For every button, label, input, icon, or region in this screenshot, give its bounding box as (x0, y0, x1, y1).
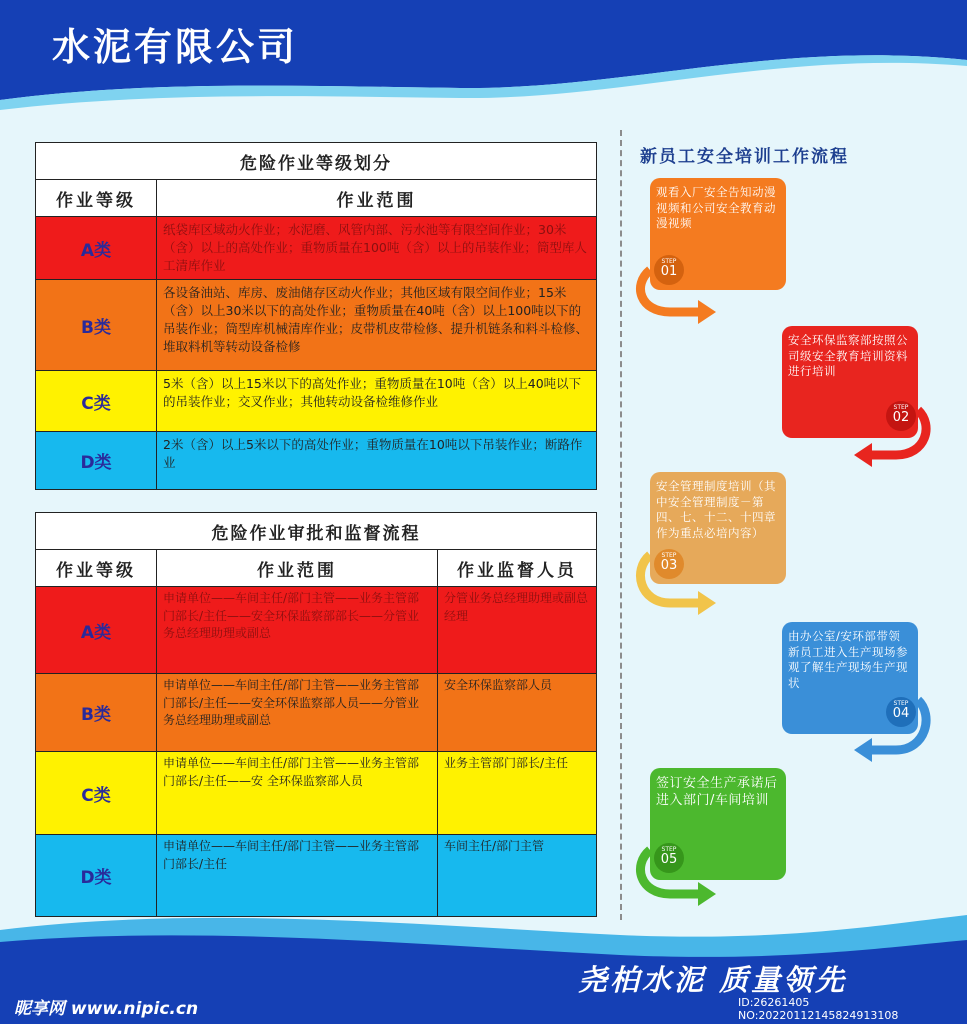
step-badge-5 (654, 843, 684, 873)
table-row (36, 587, 597, 674)
level-cell: C类 (36, 371, 157, 432)
step-badge-3 (654, 549, 684, 579)
flow-title: 新员工安全培训工作流程 (640, 147, 849, 167)
scope-cell: 2米（含）以上5米以下的高处作业；重物质量在10吨以下吊装作业；断路作业 (157, 432, 597, 490)
step-text: 由办公室/安环部带领新员工进入生产现场参观了解生产现场生产现状 (788, 629, 908, 690)
step-number: 01 (660, 264, 678, 279)
table-row (36, 752, 597, 835)
level-cell: B类 (36, 280, 157, 371)
supervisor-cell: 业务主管部门部长/主任 (438, 752, 597, 835)
supervisor-cell: 车间主任/部门主管 (438, 835, 597, 917)
image-id-text: ID:26261405 NO:20220112145824913108 (738, 996, 899, 1022)
column-header-scope: 作业范围 (157, 550, 438, 587)
section-divider (620, 130, 622, 920)
step-text: 观看入厂安全告知动漫视频和公司安全教育动漫视频 (656, 185, 776, 230)
table-row (36, 217, 597, 280)
company-title: 水泥有限公司 (52, 25, 299, 69)
footer-slogan: 尧柏水泥 质量领先 (578, 963, 848, 997)
watermark-text: 昵享网 www.nipic.cn (14, 999, 199, 1019)
scope-cell: 各设备油站、库房、废油储存区动火作业；其他区域有限空间作业；15米（含）以上30米以下的高处作业；重物质量在40吨（含）以上100吨以下的吊装作业；筒型库机械清库作业；皮带机皮带检修、提升机链条和料斗检修、堆取料机等转动设备检修 (157, 280, 597, 371)
step-label: STEP (661, 552, 677, 559)
scope-cell: 5米（含）以上15米以下的高处作业；重物质量在10吨（含）以上40吨以下的吊装作业；交叉作业；其他转动设备检维修作业 (157, 371, 597, 432)
level-cell: D类 (36, 835, 157, 917)
table-title: 危险作业等级划分 (36, 143, 597, 180)
column-header-level: 作业等级 (36, 180, 157, 217)
hazard-level-table (35, 142, 597, 490)
step-badge-2 (886, 401, 916, 431)
scope-cell: 纸袋库区域动火作业；水泥磨、风管内部、污水池等有限空间作业；30米（含）以上的高处作业；重物质量在100吨（含）以上的吊装作业；筒型库人工清库作业 (157, 217, 597, 280)
table-row (36, 280, 597, 371)
supervisor-cell: 分管业务总经理助理或副总经理 (438, 587, 597, 674)
step-badge-1 (654, 255, 684, 285)
step-label: STEP (661, 846, 677, 853)
scope-cell: 申请单位——车间主任/部门主管——业务主管部门部长/主任——安 全环保监察部人员 (157, 752, 438, 835)
scope-cell: 申请单位——车间主任/部门主管——业务主管部门部长/主任——安全环保监察部人员——分管业务总经理助理或副总 (157, 674, 438, 752)
scope-cell: 申请单位——车间主任/部门主管——业务主管部门部长/主任 (157, 835, 438, 917)
step-label: STEP (893, 404, 909, 411)
level-cell: D类 (36, 432, 157, 490)
step-label: STEP (893, 700, 909, 707)
level-cell: B类 (36, 674, 157, 752)
step-number: 05 (660, 852, 678, 867)
table-title: 危险作业审批和监督流程 (36, 513, 597, 550)
step-badge-4 (886, 697, 916, 727)
column-header-level: 作业等级 (36, 550, 157, 587)
table-row (36, 432, 597, 490)
step-number: 04 (892, 706, 910, 721)
step-label: STEP (661, 258, 677, 265)
table-row (36, 674, 597, 752)
step-number: 02 (892, 410, 910, 425)
step-text: 安全管理制度培训（其中安全管理制度－第四、七、十二、十四章作为重点必培内容） (656, 479, 776, 540)
level-cell: A类 (36, 217, 157, 280)
step-text: 安全环保监察部按照公司级安全教育培训资料进行培训 (788, 333, 908, 378)
supervisor-cell: 安全环保监察部人员 (438, 674, 597, 752)
step-number: 03 (660, 558, 678, 573)
scope-cell: 申请单位——车间主任/部门主管——业务主管部门部长/主任——安全环保监察部部长——分管业务总经理助理或副总 (157, 587, 438, 674)
approval-supervision-table (35, 512, 597, 917)
step-text: 签订安全生产承诺后进入部门/车间培训 (656, 776, 778, 808)
table-row (36, 835, 597, 917)
level-cell: A类 (36, 587, 157, 674)
level-cell: C类 (36, 752, 157, 835)
column-header-supervisor: 作业监督人员 (438, 550, 597, 587)
column-header-scope: 作业范围 (157, 180, 597, 217)
table-row (36, 371, 597, 432)
